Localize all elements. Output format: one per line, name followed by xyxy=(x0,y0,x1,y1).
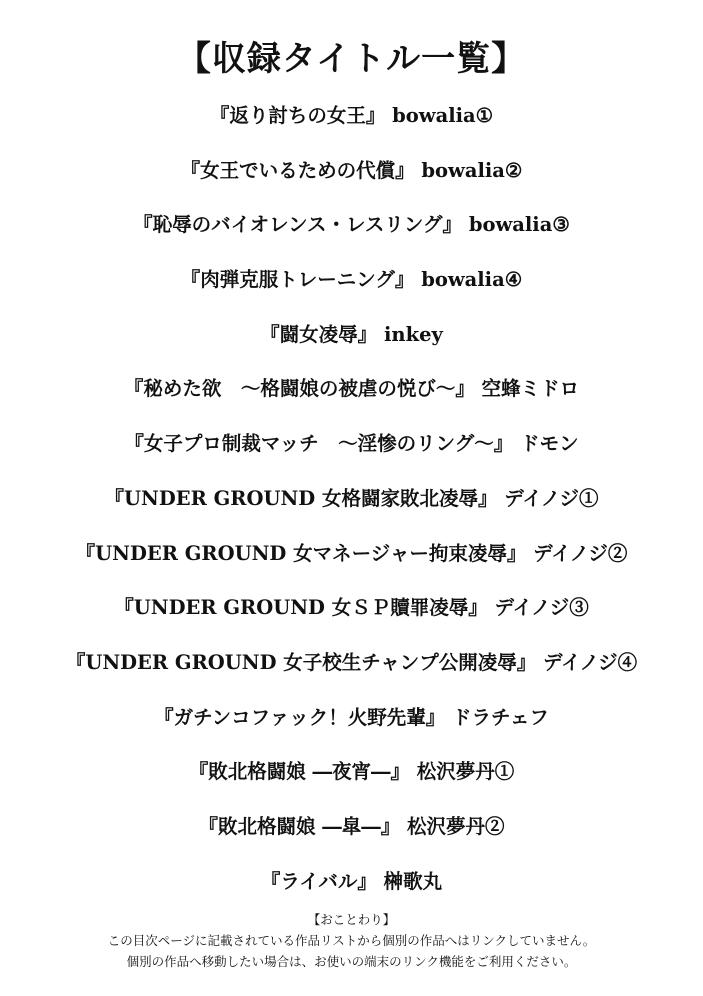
toc-entry xyxy=(0,421,703,476)
entry-author: デイノジ① xyxy=(504,486,599,510)
entry-author: デイノジ② xyxy=(533,541,628,565)
entry-author: 榊歌丸 xyxy=(383,869,443,893)
entry-title: 『UNDER GROUND 女ＳＰ贖罪凌辱』 xyxy=(114,596,488,620)
toc-entry xyxy=(0,148,703,203)
entry-title: 『女子プロ制裁マッチ ～淫惨のリング～』 xyxy=(124,432,514,456)
entry-title: 『敗北格闘娘 ―夜宵―』 xyxy=(188,760,410,784)
entry-author: ドラチェフ xyxy=(452,705,549,729)
entry-title: 『返り討ちの女王』 xyxy=(209,104,386,127)
entry-author: 松沢夢丹① xyxy=(416,760,515,784)
toc-entry xyxy=(0,366,703,421)
entry-author: デイノジ③ xyxy=(494,596,589,620)
entry-author: inkey xyxy=(383,322,443,346)
toc-list xyxy=(0,93,703,913)
entry-author: ドモン xyxy=(520,432,579,456)
entry-title: 『秘めた欲 ～格闘娘の被虐の悦び～』 xyxy=(123,377,475,401)
entry-author: デイノジ④ xyxy=(543,650,638,674)
entry-title: 『UNDER GROUND 女マネージャー拘束凌辱』 xyxy=(75,541,527,565)
entry-title: 『闘女凌辱』 xyxy=(260,322,378,346)
toc-entry xyxy=(0,531,703,586)
entry-title: 『ライバル』 xyxy=(260,869,377,893)
toc-entry xyxy=(0,804,703,859)
disclaimer-notice xyxy=(0,909,703,972)
entry-author: 松沢夢丹② xyxy=(407,814,505,838)
entry-author: bowalia③ xyxy=(468,213,570,237)
toc-entry xyxy=(0,640,703,695)
entry-title: 『肉弾克服トレーニング』 xyxy=(180,268,415,292)
toc-entry xyxy=(0,859,703,914)
notice-heading: 【おことわり】 xyxy=(307,912,396,927)
toc-entry xyxy=(0,749,703,804)
entry-title: 『恥辱のバイオレンス・レスリング』 xyxy=(133,213,463,237)
entry-author: bowalia② xyxy=(421,158,523,182)
toc-entry xyxy=(0,202,703,257)
entry-author: bowalia① xyxy=(392,104,494,127)
entry-author: 空蜂ミドロ xyxy=(481,377,580,401)
toc-entry xyxy=(0,695,703,750)
toc-entry xyxy=(0,476,703,531)
toc-entry xyxy=(0,257,703,312)
entry-title: 『UNDER GROUND 女子校生チャンプ公開凌辱』 xyxy=(65,650,537,674)
notice-line: 個別の作品へ移動したい場合は、お使いの端末のリンク機能をご利用ください。 xyxy=(126,954,577,969)
page-title: 【収録タイトル一覧】 xyxy=(176,39,527,79)
toc-entry xyxy=(0,93,703,148)
entry-author: bowalia④ xyxy=(421,268,523,292)
notice-line: この目次ページに記載されている作品リストから個別の作品へはリンクしていません。 xyxy=(107,933,596,948)
entry-title: 『女王でいるための代償』 xyxy=(180,158,415,182)
toc-entry xyxy=(0,585,703,640)
entry-title: 『ガチンコファック！火野先輩』 xyxy=(154,705,446,729)
toc-entry xyxy=(0,312,703,367)
entry-title: 『敗北格闘娘 ―皐―』 xyxy=(198,814,401,838)
entry-title: 『UNDER GROUND 女格闘家敗北凌辱』 xyxy=(104,486,498,510)
